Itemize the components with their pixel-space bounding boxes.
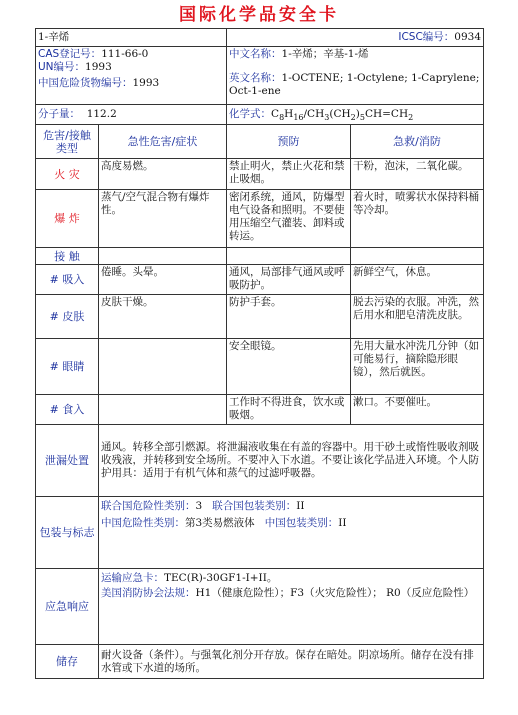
row-prevention (227, 248, 351, 265)
row-hazard (99, 339, 227, 395)
cn-dangerous-goods-label: 中国危险货物编号： (38, 77, 133, 89)
formula-label: 化学式： (229, 108, 272, 120)
cn-packing-group: II (338, 517, 347, 529)
row-first-aid: 脱去污染的衣服。冲洗，然后用水和肥皂清洗皮肤。 (351, 295, 484, 339)
row-prevention: 安全眼镜。 (227, 339, 351, 395)
un-packing-group-label: 联合国包装类别： (212, 500, 297, 512)
row-first-aid: 干粉，泡沫，二氧化碳。 (351, 159, 484, 190)
row-first-aid: 漱口。不要催吐。 (351, 395, 484, 425)
storage-text: 耐火设备（条件）。与强氧化剂分开存放。保存在暗处。阴凉场所。储存在没有排水管或下水道的场所。 (99, 645, 484, 679)
cn-hazard-class: 第3类易燃液体 (185, 517, 255, 529)
transport-card: TEC(R)-30GF1-I+II。 (164, 572, 278, 584)
packaging-label: 包装与标志 (36, 497, 99, 569)
table-row (36, 190, 484, 248)
row-type-eyes: # 眼睛 (36, 339, 99, 395)
row-hazard: 皮肤干燥。 (99, 295, 227, 339)
row-type-skin: # 皮肤 (36, 295, 99, 339)
row-first-aid (351, 248, 484, 265)
cn-dangerous-goods-number: 1993 (132, 77, 160, 89)
col-header-prevention: 预防 (227, 125, 351, 159)
col-header-first-aid: 急救/消防 (351, 125, 484, 159)
row-first-aid: 先用大量水冲洗几分钟（如可能易行，摘除隐形眼镜），然后就医。 (351, 339, 484, 395)
un-hazard-class: 3 (195, 500, 203, 512)
table-row (36, 395, 484, 425)
emergency-label: 应急响应 (36, 569, 99, 645)
en-name-label: 英文名称： (229, 72, 282, 84)
table-row (36, 339, 484, 395)
molecular-weight-label: 分子量： (38, 108, 80, 120)
card-title: 国际化学品安全卡 (179, 5, 339, 25)
un-packing-group: II (296, 500, 305, 512)
row-hazard: 倦睡。头晕。 (99, 265, 227, 295)
table-row (36, 248, 484, 265)
row-prevention: 禁止明火，禁止火花和禁止吸烟。 (227, 159, 351, 190)
zh-name-label: 中文名称： (229, 48, 282, 60)
row-prevention: 通风，局部排气通风或呼吸防护。 (227, 265, 351, 295)
identifiers-row (36, 47, 484, 105)
row-prevention: 密闭系统，通风，防爆型电气设备和照明。不要使用压缩空气灌装、卸料或转运。 (227, 190, 351, 248)
row-hazard (99, 395, 227, 425)
spill-text: 通风。转移全部引燃源。将泄漏液收集在有盖的容器中。用干砂土或惰性吸收剂吸收残液，并转移到安全场所。不要冲入下水道。不要让该化学品进入环境。个人防护用具：适用于有机气体和蒸气的过滤呼吸器。 (99, 425, 484, 497)
row-hazard: 高度易燃。 (99, 159, 227, 190)
transport-card-label: 运输应急卡： (101, 572, 164, 584)
un-hazard-class-label: 联合国危险性类别： (101, 500, 196, 512)
row-prevention: 工作时不得进食，饮水或吸烟。 (227, 395, 351, 425)
row-type-fire: 火 灾 (36, 159, 99, 190)
column-header-row (36, 125, 484, 159)
zh-name: 1-辛烯；辛基-1-烯 (281, 48, 369, 60)
packaging-row (36, 497, 484, 569)
molecular-row (36, 105, 484, 125)
spill-row (36, 425, 484, 497)
spill-label: 泄漏处置 (36, 425, 99, 497)
row-type-inhalation: # 吸入 (36, 265, 99, 295)
emergency-row (36, 569, 484, 645)
row-hazard: 蒸气/空气混合物有爆炸性。 (99, 190, 227, 248)
nfpa-label: 美国消防协会法规： (101, 587, 196, 599)
row-first-aid: 新鲜空气，休息。 (351, 265, 484, 295)
cas-label: CAS登记号： (38, 48, 102, 60)
cn-hazard-class-label: 中国危险性类别： (101, 517, 185, 529)
un-number: 1993 (85, 61, 112, 73)
row-type-exposure: 接 触 (36, 248, 99, 265)
table-row (36, 159, 484, 190)
storage-label: 储存 (36, 645, 99, 679)
row-type-ingestion: # 食入 (36, 395, 99, 425)
icsc-label: ICSC编号： (398, 31, 455, 43)
chemical-formula: $C_8H_{16}/CH_3(CH_2)_5CH=CH_2$ (271, 108, 414, 123)
row-type-explosion: 爆 炸 (36, 190, 99, 248)
nfpa-rating: H1（健康危险性）；F3（火灾危险性）； R0（反应危险性） (195, 587, 475, 599)
cn-packing-group-label: 中国包装类别： (264, 517, 339, 529)
en-name: 1-OCTENE; 1-Octylene; 1-Caprylene; Oct-1-ene (229, 72, 480, 97)
cas-number: 111-66-0 (101, 48, 149, 60)
row-hazard (99, 248, 227, 265)
safety-card-table (35, 28, 484, 679)
table-row (36, 295, 484, 339)
molecular-weight: 112.2 (86, 108, 117, 120)
col-header-type: 危害/接触类型 (36, 125, 99, 159)
row-prevention: 防护手套。 (227, 295, 351, 339)
icsc-number: 0934 (454, 31, 482, 43)
storage-row (36, 645, 484, 679)
col-header-hazard: 急性危害/症状 (99, 125, 227, 159)
chemical-name: 1-辛烯 (38, 31, 70, 43)
header-row (36, 29, 484, 47)
table-row (36, 265, 484, 295)
row-first-aid: 着火时，喷雾状水保持料桶等冷却。 (351, 190, 484, 248)
un-label: UN编号： (38, 61, 86, 73)
